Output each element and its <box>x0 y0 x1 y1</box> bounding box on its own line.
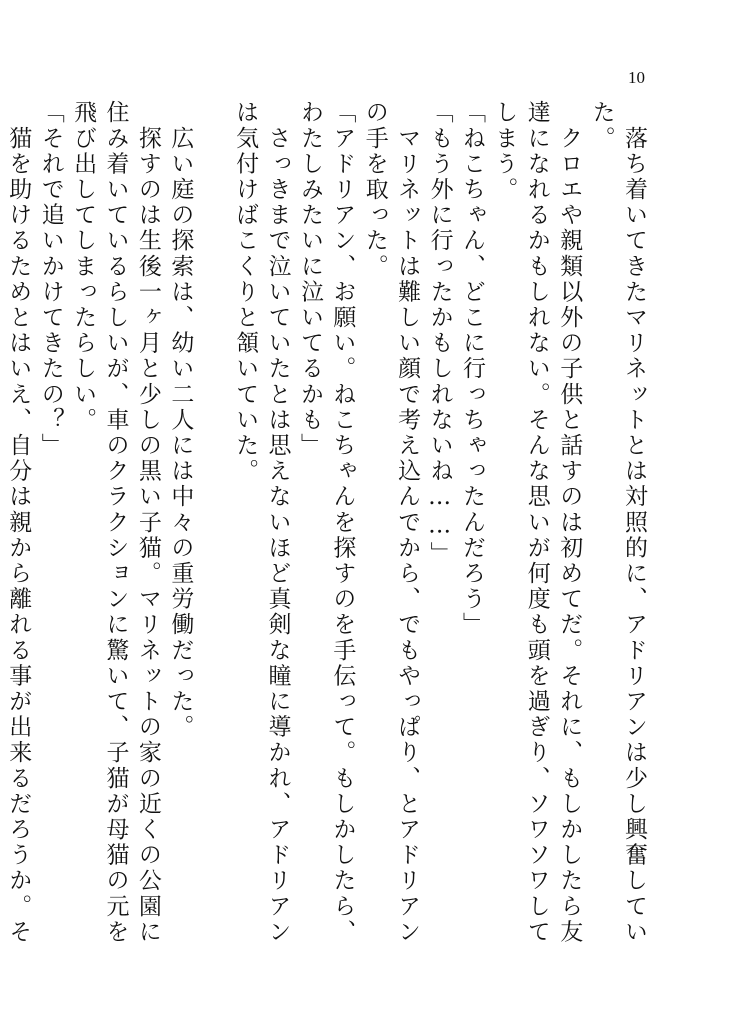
paragraph: クロエや親類以外の子供と話すのは初めてだ。それに、もしかしたら友達になれるかもしれない。そんな思いが何度も頭を過ぎり、ソワソワしてしまう。 <box>491 100 583 945</box>
paragraph: 探すのは生後一ヶ月と少しの黒い子猫。マリネットの家の近くの公園に住み着いているらしいが、車のクラクションに驚いて、子猫が母猫の元を飛び出してしまったらしい。 <box>70 100 161 945</box>
page-number: 10 <box>628 68 645 87</box>
dialogue-line: 「それで追いかけてきたの？」 <box>37 100 64 459</box>
paragraph: 落ち着いてきたマリネットとは対照的に、アドリアンは少し興奮していた。 <box>588 100 647 945</box>
vertical-text-body <box>5 100 650 945</box>
dialogue-line: 「もう外に行ったかもしれないね……」 <box>426 100 453 567</box>
section-break <box>196 100 228 945</box>
dialogue-line: 「ねこちゃん、どこに行っちゃったんだろう」 <box>458 100 485 638</box>
paragraph: 広い庭の探索は、幼い二人には中々の重労働だった。 <box>167 100 194 740</box>
paragraph: マリネットは難しい顔で考え込んでから、でもやっぱり、とアドリアンの手を取った。 <box>361 100 421 945</box>
paragraph: さっきまで泣いていたとは思えないほど真剣な瞳に導かれ、アドリアンは気付けばこくりと頷いていた。 <box>232 100 291 945</box>
dialogue-line: 「アドリアン、お願い。ねこちゃんを探すのを手伝って。もしかしたら、わたしみたいに泣いてるかも」 <box>296 100 356 945</box>
paragraph: 猫を助けるためとはいえ、自分は親から離れる事が出来るだろうか。そ <box>5 125 32 945</box>
